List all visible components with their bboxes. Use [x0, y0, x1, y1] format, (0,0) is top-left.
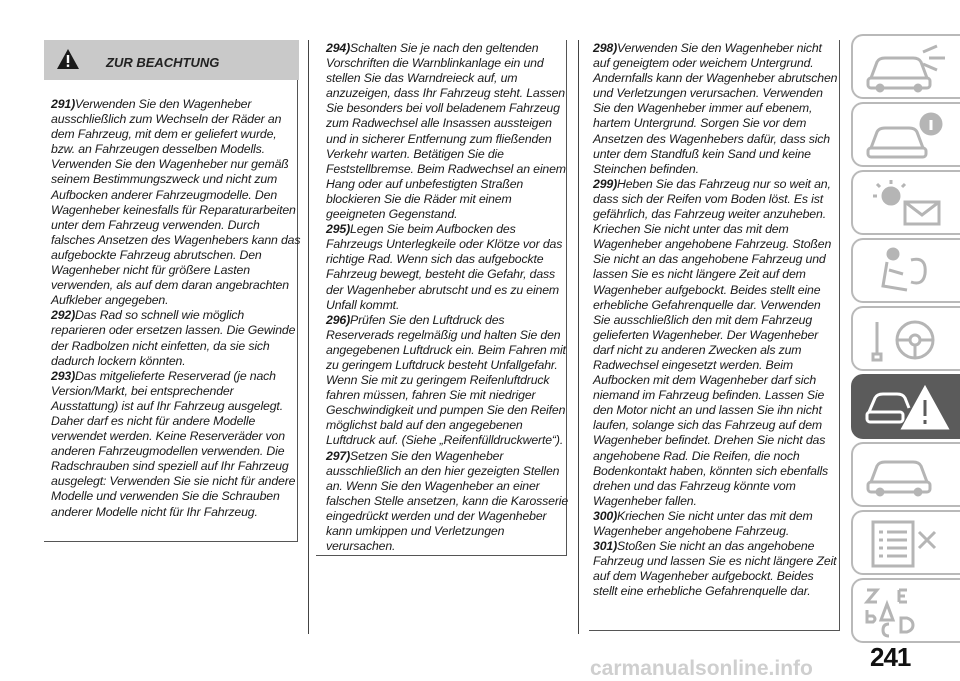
- column-separator: [308, 40, 309, 634]
- note-number: 291): [51, 97, 76, 111]
- notes-column-2: [316, 40, 567, 556]
- warning-banner: [44, 40, 299, 80]
- note-number: 298): [593, 41, 618, 55]
- note-text: Verwenden Sie den Wagenheber ausschließlich zum Wechseln der Räder an dem Fahrzeug, mit dem er geliefert wurde, bzw. an Fahrzeugen desselben Modells. Verwenden Sie den Wagenheber nur gemäß seinem Bestimmungszweck und nicht zum Aufbocken anderer Fahrzeugmodelle. Den Wagenheber keinesfalls für Reparaturarbeiten unter dem Fahrzeug verwenden. Durch falsches Ansetzen des Wagenhebers kann das aufgebockte Fahrzeug abrutschen. Den Wagenheber nicht für größere Lasten verwenden, als auf dem daran angebrachten Aufkleber angegeben.: [51, 97, 301, 308]
- tab-warning-lights[interactable]: [851, 170, 960, 235]
- note-text: Setzen Sie den Wagenheber ausschließlich an den hier gezeigten Stellen an. Wenn Sie den Wagenheber an einer falschen Stelle ansetzen, kann die Karosserie eingedrückt werden und der Wagenheber kann umkippen und Verletzungen verursachen.: [326, 448, 569, 554]
- note-292: [51, 308, 301, 368]
- note-300: [593, 509, 841, 539]
- note-text: Stoßen Sie nicht an das angehobene Fahrzeug und lassen Sie es nicht längere Zeit auf dem Wagenheber aufgebockt. Beides stellt eine erhebliche Gefahrenquelle dar.: [593, 539, 837, 599]
- note-298: [593, 41, 841, 177]
- note-number: 301): [593, 539, 618, 554]
- note-297: [326, 449, 571, 555]
- column-separator: [578, 40, 579, 634]
- tab-info[interactable]: [851, 102, 960, 167]
- note-301: [593, 539, 841, 599]
- warning-triangle-icon: [56, 48, 80, 75]
- tab-index[interactable]: [851, 578, 960, 643]
- note-number: 293): [51, 368, 76, 383]
- note-number: 295): [326, 222, 351, 237]
- note-text: Heben Sie das Fahrzeug nur so weit an, dass sich der Reifen vom Boden löst. Es ist gefährlich, das Fahrzeug weiter anzuheben. Kriechen Sie nicht unter das mit dem Wagenheber angehobene Fahrzeug. Stoßen Sie nicht an das angehobene Fahrzeug und lassen Sie es nicht längere Zeit auf dem Wagenheber aufgebockt. Beides stellt eine erhebliche Gefahrenquelle dar. Verwenden Sie ausschließlich den mit dem Fahrzeug gelieferten Wagenheber. Der Wagenheber darf nicht zu anderen Zwecken als zum Radwechsel eingesetzt werden. Beim Aufbocken mit dem Wagenheber darf sich niemand im Fahrzeug befinden. Lassen Sie den Motor nicht an und lassen Sie ihn nicht laufen, solange sich das Fahrzeug auf dem Wagenheber befindet. Drehen Sie nicht das angehobene Rad. Die Reifen, die noch Bodenkontakt haben, könnten sich ebenfalls drehen und das Fahrzeug könnte vom Wagenheber fallen.: [593, 176, 832, 508]
- note-number: 294): [326, 41, 351, 55]
- note-number: 297): [326, 448, 351, 463]
- note-291: [51, 97, 301, 308]
- note-text: Das Rad so schnell wie möglich reparieren oder ersetzen lassen. Die Gewinde der Radbolzen nicht einfetten, da sie sich dadurch lockern könnten.: [51, 308, 296, 368]
- note-number: 296): [326, 312, 351, 327]
- tab-dashboard[interactable]: [851, 34, 960, 99]
- note-number: 300): [593, 508, 618, 523]
- notes-column-3: [589, 40, 840, 631]
- note-text: Legen Sie beim Aufbocken des Fahrzeugs Unterlegkeile oder Klötze vor das richtige Rad. Wenn sich das aufgebockte Fahrzeug bewegt, besteht die Gefahr, dass der Wagenheber abrutscht und es zu einem Unfall kommt.: [326, 222, 563, 312]
- warning-box: [44, 40, 299, 543]
- note-text: Schalten Sie je nach den geltenden Vorschriften die Warnblinkanlage ein und stellen Sie das Warndreieck auf, um anzuzeigen, dass Ihr Fahrzeug steht. Lassen Sie besonders bei voll beladenem Fahrzeug zum Radwechsel alle Insassen aussteigen und in sicherer Entfernung zum fließenden Verkehr warten. Betätigen Sie die Feststellbremse. Beim Radwechsel an einem Hang oder auf unbefestigten Straßen blockieren Sie die Räder mit einem geeigneten Gegenstand.: [326, 41, 566, 222]
- note-295: [326, 222, 571, 313]
- note-text: Kriechen Sie nicht unter das mit dem Wagenheber angehobene Fahrzeug.: [593, 508, 813, 538]
- watermark: carmanualsonline.info: [590, 657, 813, 680]
- tab-safety[interactable]: [851, 238, 960, 303]
- note-text: Verwenden Sie den Wagenheber nicht auf geneigtem oder weichem Untergrund. Andernfalls kann der Wagenheber abrutschen und Verletzungen verursachen. Verwenden Sie den Wagenheber immer auf ebenem, hartem Untergrund. Sorgen Sie vor dem Ansetzen des Wagenhebers dafür, dass sich unter dem Standfuß kein Sand und keine Steinchen befinden.: [593, 41, 838, 176]
- note-296: [326, 313, 571, 449]
- note-number: 292): [51, 308, 76, 323]
- warning-body: [44, 80, 301, 542]
- page-number: 241: [870, 642, 911, 672]
- tab-maintenance[interactable]: [851, 442, 960, 507]
- note-299: [593, 177, 841, 509]
- tab-emergency[interactable]: [851, 374, 960, 439]
- note-number: 299): [593, 176, 618, 191]
- tab-technical-data[interactable]: [851, 510, 960, 575]
- tab-starting-driving[interactable]: [851, 306, 960, 371]
- warning-title: ZUR BEACHTUNG: [106, 55, 220, 70]
- note-text: Prüfen Sie den Luftdruck des Reserverads regelmäßig und halten Sie den angegebenen Luftdruck ein. Beim Fahren mit zu geringem Luftdruck besteht Unfallgefahr. Wenn Sie mit zu geringem Reifenluftdruck fahren müssen, fahren Sie mit niedriger Geschwindigkeit und pumpen Sie den Reifen möglichst bald auf den angegebenen Luftdruck auf. (Siehe „Reifenfülldruckwerte“).: [326, 312, 566, 448]
- note-294: [326, 41, 571, 222]
- note-293: [51, 369, 301, 520]
- note-text: Das mitgelieferte Reserverad (je nach Version/Markt, bei entsprechender Ausstattung) ist auf Ihr Fahrzeug ausgelegt. Daher darf es nicht für andere Modelle verwendet werden. Keine Reserveräder von anderen Fahrzeugmodellen verwenden. Die Radschrauben sind speziell auf Ihr Fahrzeug ausgelegt: Verwenden Sie sie nicht für andere Modelle und verwenden Sie die Schrauben anderer Modelle nicht für Ihr Fahrzeug.: [51, 368, 296, 519]
